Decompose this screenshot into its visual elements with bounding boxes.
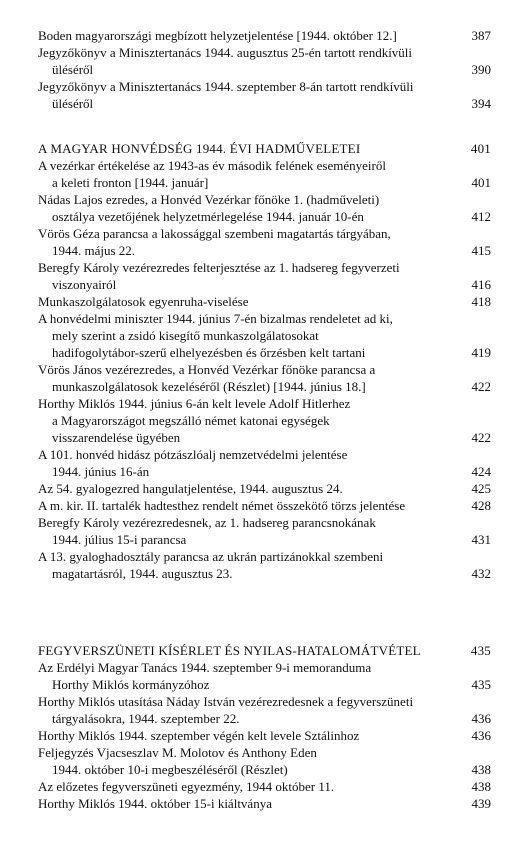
toc-entry-text: Vörös Géza parancsa a lakossággal szembeni magatartás tárgyában,: [38, 226, 391, 241]
toc-entry-text: A m. kir. II. tartalék hadtesthez rendelt német összekötő törzs jelentése: [38, 498, 406, 513]
toc-entry-text: visszarendelése ügyében: [52, 430, 181, 445]
toc-entry-text: mely szerint a zsidó kisegítő munkaszolgálatosokat: [52, 328, 319, 343]
toc-entry-text: osztálya vezetőjének helyzetmérlegelése 1944. január 10-én: [52, 209, 364, 224]
toc-entry-text: 1944. október 10-i megbeszéléséről (Részlet): [52, 762, 288, 777]
toc-entry-text: Jegyzőkönyv a Minisztertanács 1944. szeptember 8-án tartott rendkívüli: [38, 79, 414, 94]
toc-section-heading: [38, 140, 491, 157]
toc-entry: [38, 744, 491, 761]
toc-page-number: 394: [471, 96, 491, 111]
toc-entry-text: A vezérkar értékelése az 1943-as év második felének eseményeiről: [38, 158, 386, 173]
toc-entry-text: Munkaszolgálatosok egyenruha-viselése: [38, 294, 249, 309]
toc-page-number: 431: [471, 532, 491, 547]
toc-entry-text: 1944. július 15-i parancsa: [52, 532, 187, 547]
toc-section-heading: [38, 642, 491, 659]
toc-entry: [38, 727, 491, 744]
toc-entry-text: hadifogolytábor-szerű elhelyezésben és őrzésben kelt tartani: [52, 345, 366, 360]
toc-entry-text: magatartásról, 1944. augusztus 23.: [52, 566, 233, 581]
toc-entry-continuation: [38, 276, 491, 293]
toc-entry-text: Az előzetes fegyverszüneti egyezmény, 1944 október 11.: [38, 779, 335, 794]
toc-entry-continuation: [38, 412, 491, 429]
toc-entry: [38, 225, 491, 242]
toc-entry-continuation: [38, 61, 491, 78]
toc-entry: [38, 778, 491, 795]
toc-entry-continuation: [38, 429, 491, 446]
toc-entry-continuation: [38, 344, 491, 361]
toc-entry-text: viszonyairól: [52, 277, 117, 292]
toc-entry-continuation: [38, 676, 491, 693]
toc-entry-text: üléséről: [52, 96, 94, 111]
toc-entry: [38, 795, 491, 812]
toc-entry-text: Nádas Lajos ezredes, a Honvéd Vezérkar főnöke 1. (hadműveleti): [38, 192, 380, 207]
toc-page-number: 401: [471, 175, 491, 190]
toc-entry-text: 1944. június 16-án: [52, 464, 150, 479]
toc-page-number: 439: [471, 796, 491, 811]
toc-entry-continuation: [38, 242, 491, 259]
toc-entry: [38, 78, 491, 95]
toc-entry: [38, 157, 491, 174]
toc-page-number: 387: [471, 28, 491, 43]
toc-page-number: 432: [471, 566, 491, 581]
toc-entry-continuation: [38, 378, 491, 395]
toc-entry-continuation: [38, 710, 491, 727]
toc-entry: [38, 191, 491, 208]
toc-page-number: 438: [471, 762, 491, 777]
toc-entry-text: üléséről: [52, 62, 94, 77]
toc-page-number: 419: [471, 345, 491, 360]
toc-entry-continuation: [38, 565, 491, 582]
toc-page-number: 435: [470, 643, 491, 658]
toc-entry: [38, 548, 491, 565]
toc-entry-text: A honvédelmi miniszter 1944. június 7-én bizalmas rendeletet ad ki,: [38, 311, 393, 326]
toc-page-number: 418: [471, 294, 491, 309]
toc-entry-text: Horthy Miklós 1944. október 15-i kiáltványa: [38, 796, 272, 811]
toc-page-number: 416: [471, 277, 491, 292]
toc-entry: [38, 395, 491, 412]
toc-entry-text: a keleti fronton [1944. január]: [52, 175, 209, 190]
toc-entry-continuation: [38, 174, 491, 191]
toc-entry-text: Az 54. gyalogezred hangulatjelentése, 1944. augusztus 24.: [38, 481, 343, 496]
toc-entry-text: a Magyarországot megszálló német katonai egységek: [52, 413, 330, 428]
toc-entry: [38, 514, 491, 531]
toc-entry-text: Horthy Miklós 1944. június 6-án kelt levele Adolf Hitlerhez: [38, 396, 351, 411]
toc-entry-text: Feljegyzés Vjacseszlav M. Molotov és Anthony Eden: [38, 745, 317, 760]
toc-entry-text: Az Erdélyi Magyar Tanács 1944. szeptember 9-i memoranduma: [38, 660, 372, 675]
toc-page-number: 425: [471, 481, 491, 496]
toc-section-2: [38, 642, 491, 812]
toc-entry-text: A 101. honvéd hidász pótzászlóalj nemzetvédelmi jelentése: [38, 447, 348, 462]
toc-entry: [38, 497, 491, 514]
toc-entry-continuation: [38, 95, 491, 112]
toc-entry-text: A 13. gyaloghadosztály parancsa az ukrán partizánokkal szembeni: [38, 549, 384, 564]
toc-entry-text: Beregfy Károly vezérezredesnek, az 1. hadsereg parancsnokának: [38, 515, 376, 530]
toc-entry-continuation: [38, 208, 491, 225]
toc-entry: [38, 259, 491, 276]
toc-page-number: 390: [471, 62, 491, 77]
toc-entry: [38, 44, 491, 61]
toc-page-number: 435: [471, 677, 491, 692]
toc-entry: [38, 480, 491, 497]
toc-entry-text: 1944. május 22.: [52, 243, 136, 258]
toc-entry-text: Jegyzőkönyv a Minisztertanács 1944. augusztus 25-én tartott rendkívüli: [38, 45, 413, 60]
toc-page-number: 428: [471, 498, 491, 513]
toc-entry-continuation: [38, 327, 491, 344]
toc-entry-text: munkaszolgálatosok kezeléséről (Részlet) [1944. június 18.]: [52, 379, 366, 394]
toc-entry-text: Horthy Miklós kormányzóhoz: [52, 677, 210, 692]
toc-page-number: 422: [471, 430, 491, 445]
toc-entry-continuation: [38, 463, 491, 480]
toc-page-number: 412: [471, 209, 491, 224]
toc-entry-text: Vörös János vezérezredes, a Honvéd Vezérkar főnöke parancsa a: [38, 362, 376, 377]
toc-page-number: 401: [470, 141, 491, 156]
section-title: FEGYVERSZÜNETI KÍSÉRLET ÉS NYILAS-HATALOMÁTVÉTEL: [38, 643, 421, 658]
toc-entry-text: Horthy Miklós 1944. szeptember végén kelt levele Sztálinhoz: [38, 728, 360, 743]
toc-entry-continuation: [38, 531, 491, 548]
toc-page-number: 438: [471, 779, 491, 794]
toc-entry: [38, 361, 491, 378]
toc-section-0: [38, 27, 491, 112]
toc-entry: [38, 659, 491, 676]
toc-page-number: 422: [471, 379, 491, 394]
toc-page-number: 415: [471, 243, 491, 258]
toc-entry-text: Horthy Miklós utasítása Náday István vezérezredesnek a fegyverszüneti: [38, 694, 414, 709]
toc-entry-text: tárgyalásokra, 1944. szeptember 22.: [52, 711, 240, 726]
toc-entry: [38, 293, 491, 310]
toc-entry-continuation: [38, 761, 491, 778]
toc-page-number: 424: [471, 464, 491, 479]
toc-entry-text: Beregfy Károly vezérezredes felterjesztése az 1. hadsereg fegyverzeti: [38, 260, 400, 275]
toc-page-number: 436: [471, 728, 491, 743]
toc-entry: [38, 693, 491, 710]
toc-section-1: [38, 140, 491, 582]
toc-entry: [38, 446, 491, 463]
toc-entry: [38, 27, 491, 44]
toc-entry-text: Boden magyarországi megbízott helyzetjelentése [1944. október 12.]: [38, 28, 397, 43]
toc-entry: [38, 310, 491, 327]
section-title: A MAGYAR HONVÉDSÉG 1944. ÉVI HADMŰVELETEI: [38, 141, 361, 156]
toc-page-number: 436: [471, 711, 491, 726]
